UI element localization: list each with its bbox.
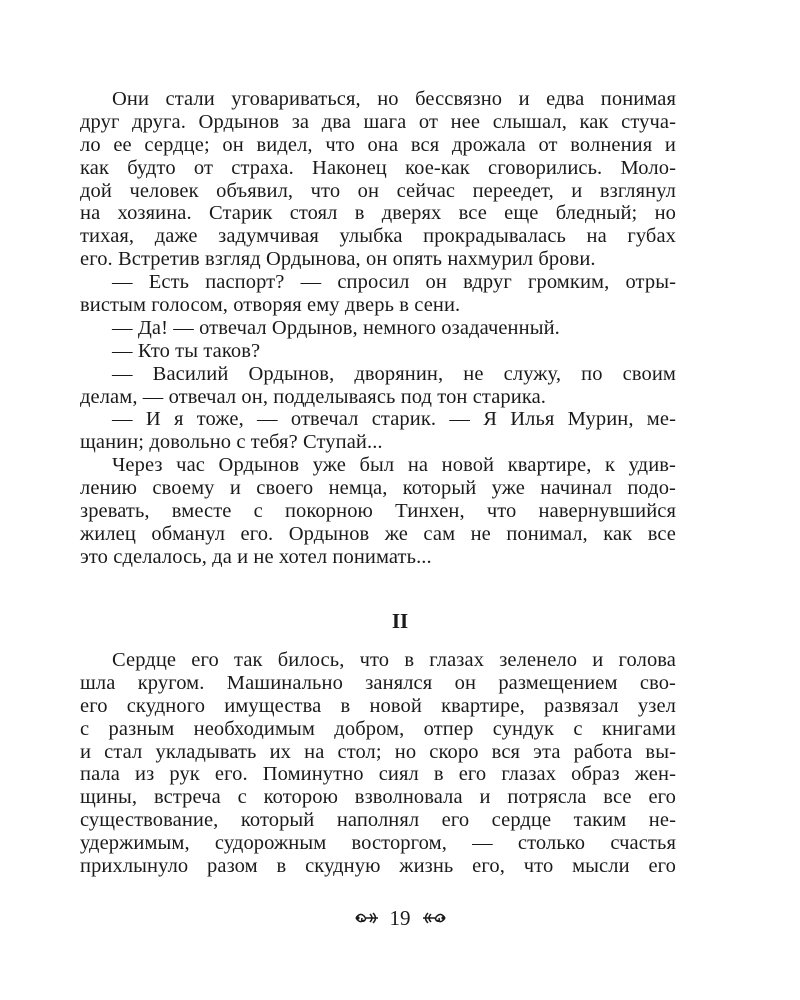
text-line: дой человек объявил, что он сейчас переедет, и взглянул bbox=[80, 179, 676, 202]
text-block-chapter-end bbox=[80, 88, 676, 569]
text-line: Сердце его так билось, что в глазах зеленело и голова bbox=[112, 649, 676, 671]
text-line: лению своему и своего немца, который уже начинал подо- bbox=[80, 477, 676, 500]
text-line: его скудного имущества в новой квартире, развязал узел bbox=[80, 694, 676, 717]
text-line: друг друга. Ордынов за два шага от нее слышал, как стуча- bbox=[80, 110, 676, 133]
page-footer bbox=[0, 906, 800, 930]
text-line: удержимым, судорожным восторгом, — столько счастья bbox=[80, 832, 676, 855]
dialogue-line: — Да! — отвечал Ордынов, немного озадаченный. bbox=[112, 316, 560, 339]
text-line: тихая, даже задумчивая улыбка прокрадывалась на губах bbox=[80, 225, 676, 248]
section-heading: II bbox=[391, 609, 409, 633]
text-line: шла кругом. Машинально занялся он размещением сво- bbox=[80, 671, 676, 694]
text-line: и стал укладывать их на стол; но скоро вся эта работа вы- bbox=[80, 740, 676, 763]
text-line: вистым голосом, отворяя ему дверь в сени. bbox=[80, 294, 461, 317]
fleuron-left-icon bbox=[354, 909, 380, 927]
dialogue-line: — Василий Ордынов, дворянин, не служу, по своим bbox=[112, 362, 676, 385]
text-line: ло ее сердце; он видел, что она вся дрожала от волнения и bbox=[80, 133, 676, 156]
text-line: на хозяина. Старик стоял в дверях все еще бледный; но bbox=[80, 202, 676, 225]
text-line: его. Встретив взгляд Ордынова, он опять нахмурил брови. bbox=[80, 248, 596, 271]
dialogue-line: — Кто ты таков? bbox=[112, 339, 261, 362]
text-line: жилец обманул его. Ордынов же сам не понимал, как все bbox=[80, 522, 676, 545]
text-line: Через час Ордынов уже был на новой квартире, к удив- bbox=[112, 454, 676, 477]
page-number: 19 bbox=[389, 906, 411, 930]
dialogue-line: — И я тоже, — отвечал старик. — Я Илья Мурин, ме- bbox=[112, 408, 676, 431]
text-line: с разным необходимым добром, отпер сундук с книгами bbox=[80, 717, 676, 740]
text-line: делам, — отвечал он, подделываясь под тон старика. bbox=[80, 385, 547, 408]
text-line: прихлынуло разом в скудную жизнь его, что мысли его bbox=[80, 855, 676, 878]
text-block-section-start bbox=[80, 649, 676, 878]
text-line: щины, встреча с которою взволновала и потрясла все его bbox=[80, 786, 676, 809]
text-line: щанин; довольно с тебя? Ступай... bbox=[80, 431, 383, 454]
text-line: существование, который наполнял его сердце таким не- bbox=[80, 809, 676, 832]
text-line: зревать, вместе с покорною Тинхен, что навернувшийся bbox=[80, 500, 676, 523]
text-line: как будто от страха. Наконец кое-как сговорились. Моло- bbox=[80, 156, 676, 179]
dialogue-line: — Есть паспорт? — спросил он вдруг громким, отры- bbox=[112, 271, 676, 294]
text-line: это сделалось, да и не хотел понимать... bbox=[80, 545, 432, 568]
text-line: Они стали уговариваться, но бессвязно и едва понимая bbox=[112, 88, 676, 110]
text-line: пала из рук его. Поминутно сиял в его глазах образ жен- bbox=[80, 763, 676, 786]
fleuron-right-icon bbox=[421, 909, 447, 927]
